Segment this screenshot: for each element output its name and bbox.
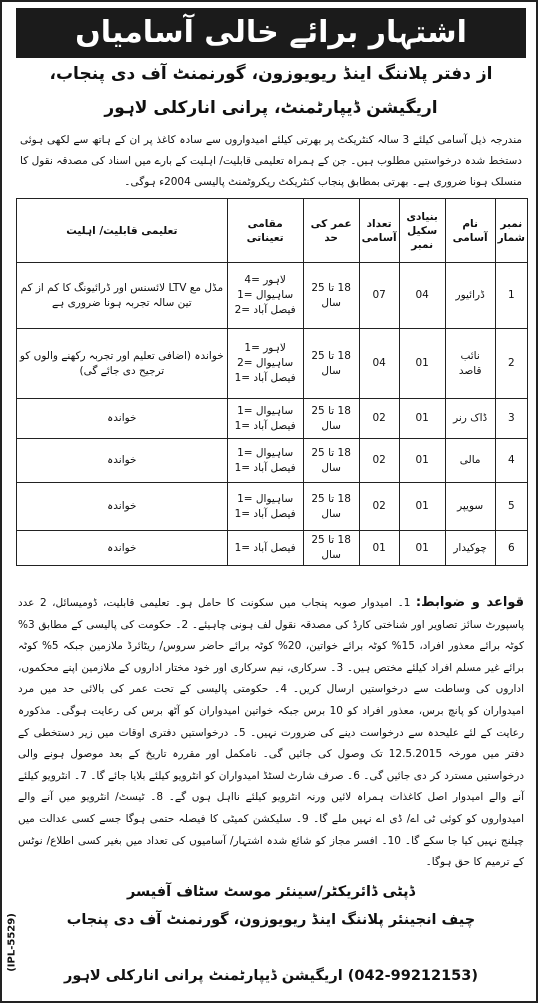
header-no: نمبر شمار bbox=[495, 199, 527, 263]
cell-scale: 01 bbox=[399, 483, 445, 531]
header-scale: بنیادی سکیل نمبر bbox=[399, 199, 445, 263]
cell-scale: 01 bbox=[399, 531, 445, 566]
signature-line-1: ڈپٹی ڈائریکٹر/سینئر موسٹ سٹاف آفیسر bbox=[126, 884, 416, 900]
cell-place bbox=[227, 531, 303, 566]
cell-qty: 04 bbox=[359, 329, 399, 399]
cell-qty: 02 bbox=[359, 439, 399, 483]
place-entry: ساہیوال =1 bbox=[237, 446, 294, 459]
cell-name: چوکیدار bbox=[445, 531, 495, 566]
place-entry: لاہور =1 bbox=[244, 342, 286, 354]
signature-address bbox=[22, 968, 520, 984]
banner-title: اشتہار برائے خالی آسامیاں bbox=[16, 8, 526, 58]
place-entry: ساہیوال =1 bbox=[237, 492, 294, 505]
cell-no: 1 bbox=[495, 263, 527, 329]
cell-no: 3 bbox=[495, 399, 527, 439]
cell-qty: 02 bbox=[359, 399, 399, 439]
cell-qty: 07 bbox=[359, 263, 399, 329]
cell-qty: 01 bbox=[359, 531, 399, 566]
cell-name: ڈاک رنر bbox=[445, 399, 495, 439]
place-entry: فیصل آباد =1 bbox=[234, 461, 296, 474]
cell-qty: 02 bbox=[359, 483, 399, 531]
cell-age: 18 تا 25 سال bbox=[303, 329, 359, 399]
cell-place bbox=[227, 399, 303, 439]
cell-no: 5 bbox=[495, 483, 527, 531]
cell-age: 18 تا 25 سال bbox=[303, 531, 359, 566]
header-qty: تعداد آسامی bbox=[359, 199, 399, 263]
cell-age: 18 تا 25 سال bbox=[303, 263, 359, 329]
place-entry: لاہور =4 bbox=[244, 274, 286, 286]
table-row bbox=[17, 483, 528, 531]
cell-qual: خواندہ bbox=[17, 399, 228, 439]
signature-line-3: اریگیشن ڈیپارٹمنٹ پرانی انارکلی لاہور bbox=[64, 968, 343, 984]
cell-qual: خواندہ (اضافی تعلیم اور تجربہ رکھنے والوں کو ترجیح دی جائے گی) bbox=[17, 329, 228, 399]
header-qual: تعلیمی قابلیت/ اہلیت bbox=[17, 199, 228, 263]
cell-name: سویپر bbox=[445, 483, 495, 531]
cell-name: ڈرائیور bbox=[445, 263, 495, 329]
header-age: عمر کی حد bbox=[303, 199, 359, 263]
cell-age: 18 تا 25 سال bbox=[303, 399, 359, 439]
table-row bbox=[17, 329, 528, 399]
header-line-1: از دفتر پلاننگ اینڈ ریویوزون، گورنمنٹ آف دی پنجاب، bbox=[49, 64, 493, 84]
place-entry: فیصل آباد =1 bbox=[234, 507, 296, 520]
ipl-code: (IPL-5529) bbox=[6, 913, 18, 972]
cell-place bbox=[227, 263, 303, 329]
cell-qual: مڈل مع LTV لائسنس اور ڈرائیونگ کا کم از کم تین سالہ تجربہ ہونا ضروری ہے bbox=[17, 263, 228, 329]
signature-line-2: چیف انجینئر پلاننگ اینڈ ریویوزون، گورنمنٹ آف دی پنجاب bbox=[66, 912, 476, 928]
table-row bbox=[17, 531, 528, 566]
cell-no: 2 bbox=[495, 329, 527, 399]
cell-scale: 04 bbox=[399, 263, 445, 329]
cell-place bbox=[227, 483, 303, 531]
cell-name: مالی bbox=[445, 439, 495, 483]
cell-name: نائب قاصد bbox=[445, 329, 495, 399]
table-row bbox=[17, 263, 528, 329]
place-entry: فیصل آباد =2 bbox=[234, 304, 296, 316]
header-name: نام آسامی bbox=[445, 199, 495, 263]
cell-place bbox=[227, 329, 303, 399]
cell-age: 18 تا 25 سال bbox=[303, 483, 359, 531]
phone-number: (042-99212153) bbox=[347, 968, 478, 984]
cell-scale: 01 bbox=[399, 439, 445, 483]
place-entry: فیصل آباد =1 bbox=[234, 419, 296, 432]
cell-no: 6 bbox=[495, 531, 527, 566]
header-place: مقامی تعیناتی bbox=[227, 199, 303, 263]
cell-place bbox=[227, 439, 303, 483]
cell-age: 18 تا 25 سال bbox=[303, 439, 359, 483]
terms-title: قواعد و ضوابط: bbox=[415, 595, 524, 610]
table-row bbox=[17, 439, 528, 483]
header-line-2: اریگیشن ڈیپارٹمنٹ، پرانی انارکلی لاہور bbox=[104, 98, 438, 118]
intro-paragraph: مندرجہ ذیل آسامی کیلئے 3 سالہ کنٹریکٹ پر بھرتی کیلئے امیدواروں سے سادہ کاغذ پر ان کے ہاتھ سے لکھی ہوئی دستخط شدہ درخواستیں مطلوب ہیں۔ جن کے ہمراہ تعلیمی قابلیت/ اہلیت کے بارے میں اسناد کی مصدقہ نقول کا منسلک ہونا ضروری ہے۔ بھرتی بمطابق پنجاب کنٹریکٹ ریکروٹمنٹ پالیسی 2004ء ہوگی۔ bbox=[20, 134, 522, 188]
cell-qual: خواندہ bbox=[17, 531, 228, 566]
posts-table-body bbox=[17, 263, 528, 566]
place-entry: ساہیوال =1 bbox=[237, 289, 294, 301]
place-entry: ساہیوال =1 bbox=[237, 404, 294, 417]
terms-body: 1۔ امیدوار صوبہ پنجاب میں سکونت کا حامل ہو۔ تعلیمی قابلیت، ڈومیسائل، 2 عدد پاسپورٹ سائز تصاویر اور شناختی کارڈ کی مصدقہ نقول لف ہونی چاہیئے۔ 2۔ حکومت کی پالیسی کے مطابق 3% کوٹہ برائے معذور افراد، 15% کوٹہ برائے خواتین، 20% کوٹہ برائے حاضر سروس/ ریٹائرڈ ملازمین جبکہ 5% کوٹہ برائے غیر مسلم افراد کیلئے مختص ہیں۔ 3۔ سرکاری، نیم سرکاری اور خود مختار اداروں کے ملازمین اپنے محکموں، اداروں کی وساطت سے درخواستیں ارسال کریں۔ 4۔ حکومتی پالیسی کے تحت عمر کی بالائی حد میں مرد امیدواران کو پانچ برس، معذور افراد کو 10 برس جبکہ خواتین امیدواران کو آٹھ برس کی رعایت ہوگی۔ مذکورہ رعایت کے لئے علیحدہ سے درخواست دینے کی ضرورت نہیں۔ 5۔ درخواستیں دفتری اوقات میں زیر دستخطی کے دفتر میں مورخہ 12.5.2015 تک وصول کی جائیں گی۔ نامکمل اور مقررہ تاریخ کے بعد موصول ہونے والی درخواستیں مسترد کر دی جائیں گی۔ 6۔ صرف شارٹ لسٹڈ امیدواران کو انٹرویو کیلئے بلایا جائے گا۔ 7۔ انٹرویو کیلئے آنے والے امیدوار اصل کاغذات ہمراہ لائیں ورنہ انٹرویو کیلئے نااہل ہوں گے۔ 8۔ ٹیسٹ/ انٹرویو میں آنے والے امیدواروں کو کوئی ٹی اے/ ڈی اے نہیں ملے گا۔ 9۔ سلیکشن کمیٹی کا فیصلہ حتمی ہوگا جسے کسی عدالت میں چیلنج نہیں کیا جا سکے گا۔ 10۔ افسر مجاز کو شائع شدہ اشتہار/ آسامیوں کی تعداد میں بغیر کسی اطلاع/ نوٹس کے ترمیم کا حق ہوگا۔ bbox=[18, 597, 525, 869]
cell-qual: خواندہ bbox=[17, 483, 228, 531]
place-entry: ساہیوال =2 bbox=[237, 357, 294, 369]
place-entry: فیصل آباد =1 bbox=[234, 541, 296, 554]
terms-section bbox=[18, 592, 524, 874]
cell-qual: خواندہ bbox=[17, 439, 228, 483]
table-row bbox=[17, 399, 528, 439]
posts-table bbox=[16, 198, 528, 566]
cell-scale: 01 bbox=[399, 329, 445, 399]
place-entry: فیصل آباد =1 bbox=[234, 372, 296, 384]
cell-no: 4 bbox=[495, 439, 527, 483]
cell-scale: 01 bbox=[399, 399, 445, 439]
table-header-row bbox=[17, 199, 528, 263]
